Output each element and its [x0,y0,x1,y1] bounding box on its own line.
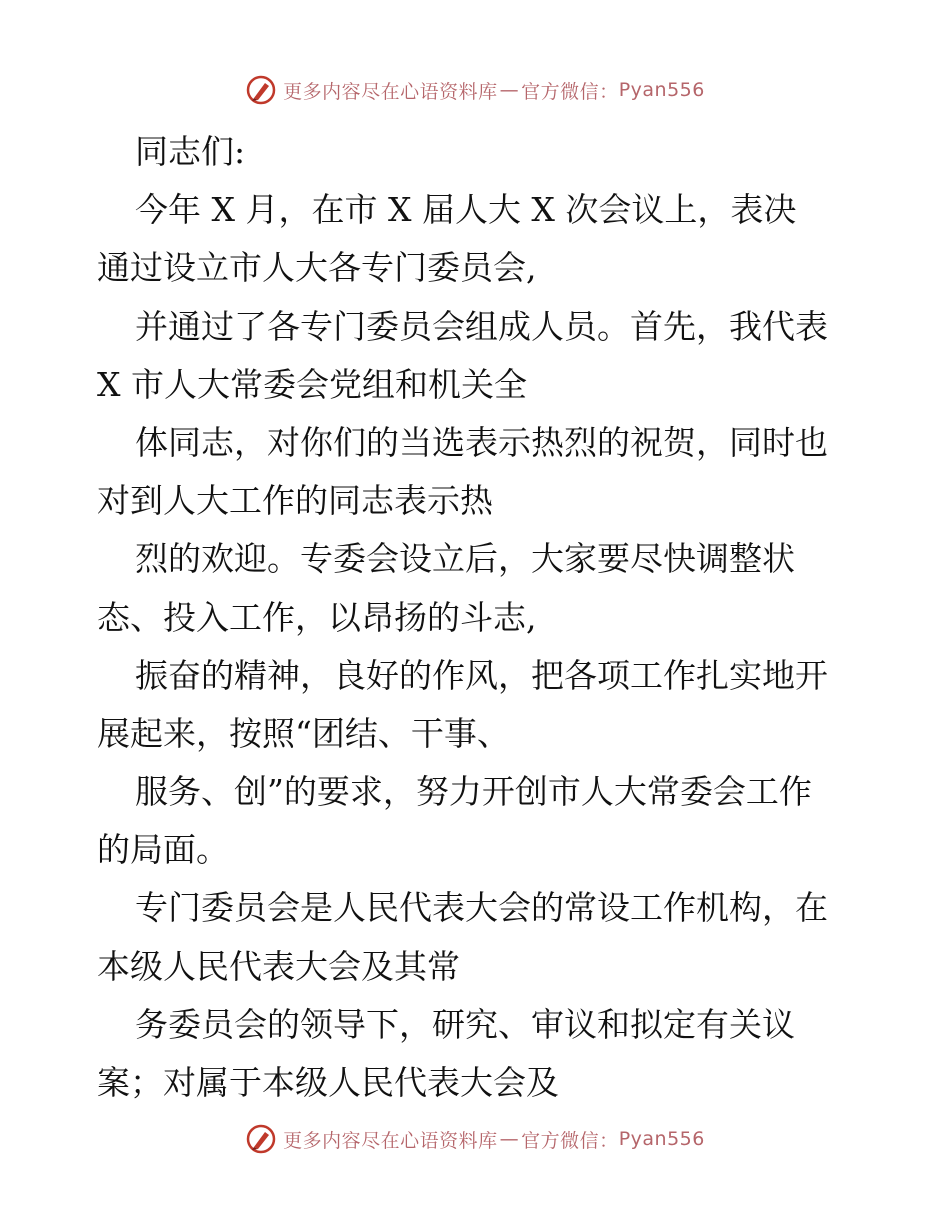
text-line: X 市人大常委会党组和机关全 [97,364,527,404]
text-line: 对到人大工作的同志表示热 [97,481,493,521]
text-line: 体同志，对你们的当选表示热烈的祝贺，同时也 [135,422,828,462]
text-line: 振奋的精神，良好的作风，把各项工作扎实地开 [135,655,828,695]
banner-wechat-label: 官方微信： [521,80,619,103]
banner-main-text: 更多内容尽在心语资料库 [283,1129,498,1152]
banner-wechat-id: Pyan556 [618,1128,705,1150]
text-line: 案；对属于本级人民代表大会及 [97,1063,559,1102]
text-line: 通过设立市人大各专门委员会, [97,248,537,288]
header-watermark [0,70,950,110]
banner-wechat-label: 官方微信： [521,1129,619,1152]
text-line: 今年 X 月，在市 X 届人大 X 次会议上，表决 [135,190,797,230]
text-line: 的局面。 [97,830,229,870]
text-line: 展起来，按照“团结、干事、 [97,713,510,753]
text-line: 烈的欢迎。专委会设立后，大家要尽快调整状 [135,539,795,579]
text-line: 态、投入工作，以昂扬的斗志, [97,597,537,637]
text-line: 并通过了各专门委员会组成人员。首先，我代表 [135,306,828,346]
banner-main-text: 更多内容尽在心语资料库 [283,80,498,103]
text-line: 专门委员会是人民代表大会的常设工作机构，在 [135,888,828,928]
text-line: 同志们: [135,132,246,171]
text-line: 服务、创”的要求，努力开创市人大常委会工作 [135,772,812,812]
footer-watermark [0,1119,950,1159]
banner-separator: — [499,1128,520,1150]
banner-wechat-id: Pyan556 [618,79,705,101]
document-body [97,123,857,1112]
pen-logo-icon [245,1123,277,1155]
pen-logo-icon [245,74,277,106]
banner-separator: — [499,79,520,101]
text-line: 本级人民代表大会及其常 [97,946,460,986]
text-line: 务委员会的领导下，研究、审议和拟定有关议 [135,1004,795,1044]
